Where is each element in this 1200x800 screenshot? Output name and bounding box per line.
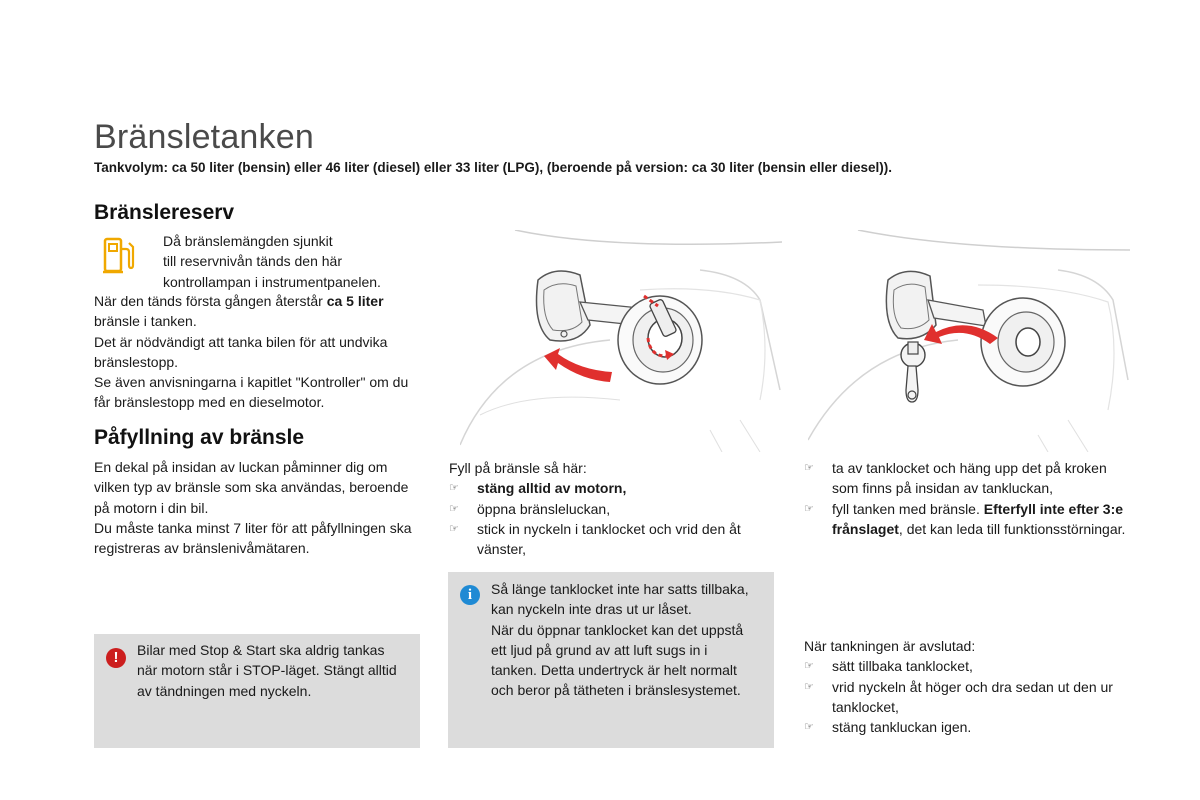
step-item: ☞ stick in nyckeln i tanklocket och vrid den åt vänster, [449, 519, 774, 560]
step-item: ☞ stäng alltid av motorn, [449, 478, 774, 498]
bullet-icon: ☞ [449, 502, 459, 515]
finish-item: ☞ stäng tankluckan igen. [804, 717, 1134, 737]
bullet-icon: ☞ [804, 721, 814, 734]
refuel-body [94, 457, 424, 558]
info-icon: i [460, 585, 480, 605]
step-item: ☞ ta av tanklocket och häng upp det på kroken som finns på insidan av tankluckan, [804, 458, 1134, 499]
fuel-cap-removed-illustration [808, 230, 1130, 452]
steps-intro: Fyll på bränsle så här: [449, 460, 587, 476]
bullet-icon: ☞ [804, 462, 814, 474]
info-paragraph-2: När du öppnar tanklocket kan det uppstå ett ljud på grund av att luft sugs in i tanken. Detta undertryck är helt normalt och beror på tätheten i bränslesystemet. [491, 621, 744, 699]
tank-volume-note: Tankvolym: ca 50 liter (bensin) eller 46 liter (diesel) eller 33 liter (LPG), (beroende på version: ca 30 liter (bensin eller diesel)). [94, 160, 893, 175]
step-item: ☞ öppna bränsleluckan, [449, 499, 774, 519]
finish-intro: När tankningen är avslutad: [804, 638, 976, 654]
refuel-steps [449, 458, 774, 559]
step-item: ☞ fyll tanken med bränsle. Efterfyll inte efter 3:e frånslaget, det kan leda till funktionsstörningar. [804, 499, 1134, 540]
finish-steps [804, 636, 1134, 737]
finish-item: ☞ sätt tillbaka tanklocket, [804, 656, 1134, 676]
page-title: Bränsletanken [94, 118, 314, 156]
refuel-heading: Påfyllning av bränsle [94, 426, 305, 449]
warning-box [94, 634, 420, 748]
finish-item: ☞ vrid nyckeln åt höger och dra sedan ut den ur tanklocket, [804, 677, 1134, 718]
reserve-paragraph-1: När den tänds första gången återstår ca 5 liter bränsle i tanken. [94, 293, 384, 330]
bullet-icon: ☞ [449, 522, 459, 535]
reserve-paragraph-3: Se även anvisningarna i kapitlet "Kontroller" om du får bränslestopp med en dieselmotor. [94, 374, 409, 411]
bullet-icon: ☞ [804, 502, 814, 515]
info-text [491, 579, 756, 701]
reserve-intro: Då bränslemängden sjunkit till reservnivån tänds den här kontrollampan i instrumentpanelen. [163, 233, 381, 290]
warning-icon: ! [106, 648, 126, 668]
refuel-paragraph-1: En dekal på insidan av luckan påminner dig om vilken typ av bränsle som ska användas, beroende på motorn i din bil. [94, 459, 409, 516]
reserve-body [94, 291, 424, 413]
reserve-heading: Bränslereserv [94, 201, 235, 224]
refuel-paragraph-2: Du måste tanka minst 7 liter för att påfyllningen ska registreras av bränslenivåmätaren. [94, 519, 412, 557]
reserve-paragraph-2: Det är nödvändigt att tanka bilen för att undvika bränslestopp. [94, 333, 388, 370]
bullet-icon: ☞ [449, 482, 459, 495]
info-paragraph-1: Så länge tanklocket inte har satts tillbaka, kan nyckeln inte dras ut ur låset. [491, 581, 749, 618]
bullet-icon: ☞ [804, 660, 814, 673]
refuel-steps-continued [804, 458, 1134, 539]
info-box [448, 572, 774, 748]
fuel-flap-open-illustration [460, 230, 782, 452]
warning-text: Bilar med Stop & Start ska aldrig tankas när motorn står i STOP-läget. Stängt alltid av tändningen med nyckeln. [137, 642, 397, 699]
fuel-pump-icon [102, 235, 136, 275]
bullet-icon: ☞ [804, 680, 814, 693]
